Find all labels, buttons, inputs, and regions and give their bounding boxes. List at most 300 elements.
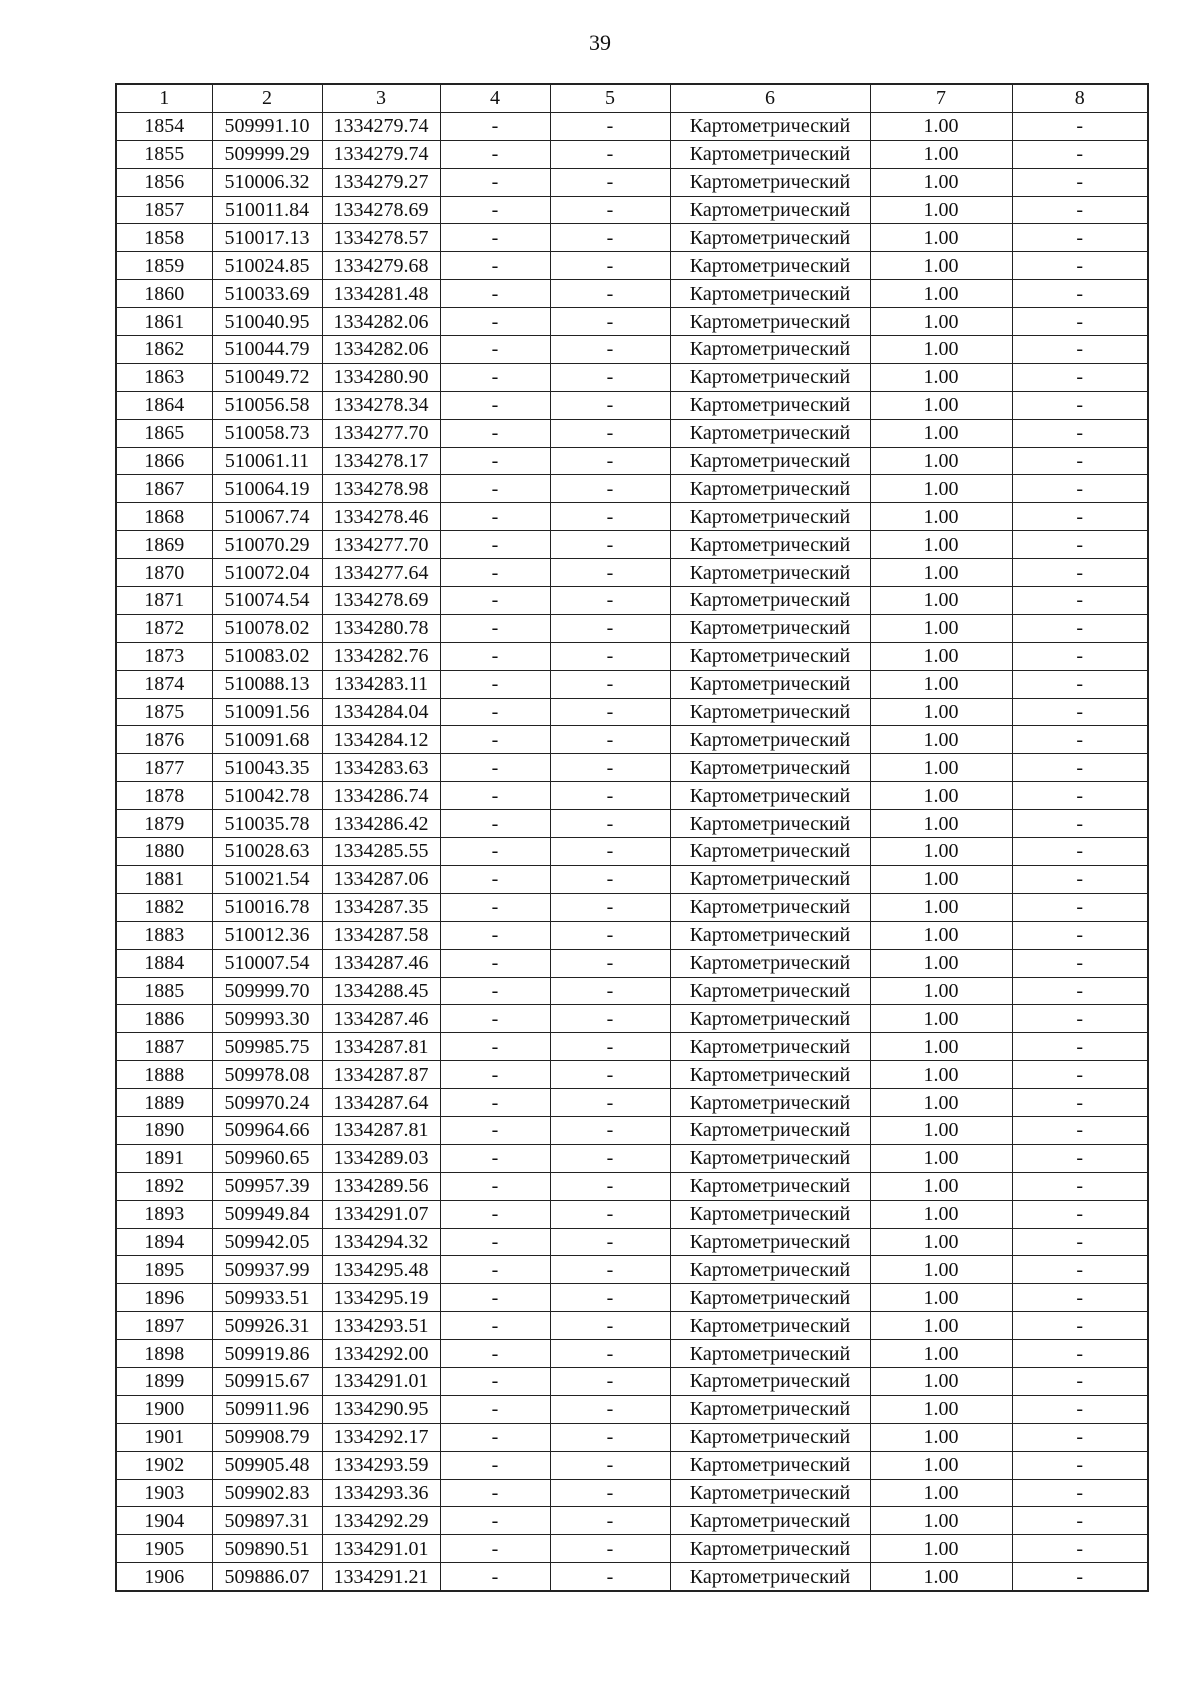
table-cell: -: [1012, 1340, 1148, 1368]
table-cell: 1334286.74: [322, 782, 440, 810]
table-row: [116, 1535, 1148, 1563]
table-cell: 1858: [116, 224, 212, 252]
table-cell: Картометрический: [670, 363, 870, 391]
table-cell: 509911.96: [212, 1395, 322, 1423]
table-cell: 1334291.01: [322, 1367, 440, 1395]
table-cell: 1879: [116, 810, 212, 838]
table-cell: 1.00: [870, 977, 1012, 1005]
table-row: [116, 280, 1148, 308]
table-cell: Картометрический: [670, 168, 870, 196]
table-cell: 510078.02: [212, 614, 322, 642]
table-cell: -: [550, 1367, 670, 1395]
table-cell: 1896: [116, 1284, 212, 1312]
table-row: [116, 363, 1148, 391]
table-cell: 1898: [116, 1340, 212, 1368]
table-cell: -: [1012, 810, 1148, 838]
table-cell: 1869: [116, 531, 212, 559]
table-cell: 510033.69: [212, 280, 322, 308]
table-cell: -: [1012, 1116, 1148, 1144]
table-cell: 1859: [116, 252, 212, 280]
table-cell: Картометрический: [670, 949, 870, 977]
table-row: [116, 391, 1148, 419]
table-cell: -: [1012, 587, 1148, 615]
table-cell: -: [550, 1507, 670, 1535]
table-cell: -: [1012, 391, 1148, 419]
table-cell: -: [1012, 642, 1148, 670]
table-cell: Картометрический: [670, 726, 870, 754]
table-cell: 1875: [116, 698, 212, 726]
table-row: [116, 140, 1148, 168]
table-cell: 1.00: [870, 224, 1012, 252]
table-cell: -: [1012, 614, 1148, 642]
table-cell: 1334279.74: [322, 112, 440, 140]
table-cell: Картометрический: [670, 559, 870, 587]
table-cell: 1334287.46: [322, 949, 440, 977]
table-cell: 1881: [116, 865, 212, 893]
table-cell: -: [1012, 1061, 1148, 1089]
table-cell: 1334287.81: [322, 1116, 440, 1144]
table-cell: -: [550, 224, 670, 252]
table-cell: -: [550, 559, 670, 587]
table-cell: -: [440, 1256, 550, 1284]
table-cell: -: [550, 1116, 670, 1144]
table-row: [116, 838, 1148, 866]
table-cell: -: [1012, 1005, 1148, 1033]
table-cell: 509993.30: [212, 1005, 322, 1033]
table-cell: 1895: [116, 1256, 212, 1284]
column-header: 1: [116, 84, 212, 112]
table-cell: 1.00: [870, 1367, 1012, 1395]
table-cell: 510056.58: [212, 391, 322, 419]
table-row: [116, 1172, 1148, 1200]
table-cell: 510091.56: [212, 698, 322, 726]
table-cell: -: [1012, 1284, 1148, 1312]
table-cell: 1857: [116, 196, 212, 224]
table-cell: 1882: [116, 893, 212, 921]
table-cell: -: [440, 1535, 550, 1563]
table-row: [116, 252, 1148, 280]
table-cell: -: [1012, 224, 1148, 252]
table-cell: 1863: [116, 363, 212, 391]
table-cell: -: [440, 782, 550, 810]
table-cell: -: [550, 1089, 670, 1117]
table-cell: 1.00: [870, 949, 1012, 977]
table-cell: -: [440, 447, 550, 475]
table-cell: 1.00: [870, 280, 1012, 308]
table-cell: 1.00: [870, 754, 1012, 782]
table-cell: -: [440, 391, 550, 419]
table-row: [116, 782, 1148, 810]
table-cell: 510072.04: [212, 559, 322, 587]
table-cell: 1334292.17: [322, 1423, 440, 1451]
table-cell: 1884: [116, 949, 212, 977]
table-cell: -: [1012, 1144, 1148, 1172]
table-cell: -: [440, 1507, 550, 1535]
table-cell: 1901: [116, 1423, 212, 1451]
table-cell: -: [550, 475, 670, 503]
table-cell: -: [440, 1061, 550, 1089]
table-row: [116, 1395, 1148, 1423]
table-row: [116, 921, 1148, 949]
table-cell: 1.00: [870, 252, 1012, 280]
table-cell: 1334283.63: [322, 754, 440, 782]
table-row: [116, 475, 1148, 503]
table-cell: 1334287.58: [322, 921, 440, 949]
table-cell: -: [550, 503, 670, 531]
table-cell: 1334278.69: [322, 196, 440, 224]
table-cell: -: [440, 642, 550, 670]
table-cell: 1894: [116, 1228, 212, 1256]
table-cell: -: [550, 1200, 670, 1228]
table-cell: -: [1012, 1367, 1148, 1395]
table-cell: -: [440, 475, 550, 503]
table-cell: 510088.13: [212, 670, 322, 698]
table-cell: Картометрический: [670, 1367, 870, 1395]
table-cell: -: [440, 1451, 550, 1479]
table-cell: -: [1012, 726, 1148, 754]
table-cell: Картометрический: [670, 754, 870, 782]
table-cell: 1334287.06: [322, 865, 440, 893]
table-cell: -: [550, 112, 670, 140]
table-cell: -: [1012, 893, 1148, 921]
table-cell: 1334278.98: [322, 475, 440, 503]
table-cell: Картометрический: [670, 1061, 870, 1089]
table-cell: 1.00: [870, 1507, 1012, 1535]
table-cell: Картометрический: [670, 1116, 870, 1144]
table-cell: 1334287.81: [322, 1033, 440, 1061]
table-cell: 1334286.42: [322, 810, 440, 838]
table-cell: 1.00: [870, 1535, 1012, 1563]
table-cell: 1334295.19: [322, 1284, 440, 1312]
column-header: 2: [212, 84, 322, 112]
table-cell: -: [1012, 252, 1148, 280]
table-cell: 1334294.32: [322, 1228, 440, 1256]
table-cell: 510049.72: [212, 363, 322, 391]
table-cell: -: [440, 614, 550, 642]
table-row: [116, 1200, 1148, 1228]
table-cell: 1.00: [870, 447, 1012, 475]
table-cell: -: [440, 363, 550, 391]
table-cell: -: [1012, 1423, 1148, 1451]
table-cell: -: [1012, 1535, 1148, 1563]
table-cell: -: [550, 614, 670, 642]
column-header: 3: [322, 84, 440, 112]
table-cell: -: [440, 838, 550, 866]
table-row: [116, 1061, 1148, 1089]
table-cell: 1334282.06: [322, 336, 440, 364]
table-cell: 1334290.95: [322, 1395, 440, 1423]
table-cell: 509926.31: [212, 1312, 322, 1340]
table-cell: -: [550, 1451, 670, 1479]
table-cell: 1334289.56: [322, 1172, 440, 1200]
table-cell: 509908.79: [212, 1423, 322, 1451]
table-cell: -: [550, 587, 670, 615]
table-cell: 510035.78: [212, 810, 322, 838]
table-cell: 1.00: [870, 308, 1012, 336]
table-cell: 509970.24: [212, 1089, 322, 1117]
table-cell: 1883: [116, 921, 212, 949]
table-cell: Картометрический: [670, 782, 870, 810]
table-cell: 1878: [116, 782, 212, 810]
table-cell: -: [1012, 559, 1148, 587]
table-cell: Картометрический: [670, 838, 870, 866]
table-cell: -: [1012, 1451, 1148, 1479]
table-cell: -: [550, 921, 670, 949]
table-cell: -: [440, 112, 550, 140]
table-cell: 1.00: [870, 475, 1012, 503]
table-cell: -: [550, 726, 670, 754]
table-cell: 1334277.70: [322, 531, 440, 559]
table-cell: Картометрический: [670, 893, 870, 921]
table-cell: 1904: [116, 1507, 212, 1535]
table-cell: Картометрический: [670, 1200, 870, 1228]
table-cell: 1.00: [870, 1144, 1012, 1172]
table-cell: 1905: [116, 1535, 212, 1563]
table-cell: 1897: [116, 1312, 212, 1340]
table-row: [116, 503, 1148, 531]
table-cell: -: [1012, 447, 1148, 475]
table-cell: -: [440, 670, 550, 698]
table-cell: 1334293.36: [322, 1479, 440, 1507]
table-row: [116, 1563, 1148, 1591]
table-header-row: [116, 84, 1148, 112]
table-cell: 510021.54: [212, 865, 322, 893]
table-cell: 1334287.46: [322, 1005, 440, 1033]
table-row: [116, 419, 1148, 447]
table-cell: -: [440, 308, 550, 336]
table-cell: 1334285.55: [322, 838, 440, 866]
table-cell: -: [1012, 112, 1148, 140]
table-cell: 1.00: [870, 782, 1012, 810]
table-cell: -: [1012, 308, 1148, 336]
table-cell: 1334277.64: [322, 559, 440, 587]
table-cell: 1334284.04: [322, 698, 440, 726]
table-cell: 1.00: [870, 140, 1012, 168]
table-cell: -: [1012, 865, 1148, 893]
table-cell: Картометрический: [670, 1340, 870, 1368]
table-cell: 510070.29: [212, 531, 322, 559]
table-cell: -: [440, 559, 550, 587]
table-cell: -: [440, 921, 550, 949]
table-cell: -: [550, 893, 670, 921]
table-cell: 1886: [116, 1005, 212, 1033]
table-row: [116, 977, 1148, 1005]
table-cell: -: [1012, 1172, 1148, 1200]
table-row: [116, 754, 1148, 782]
table-cell: 1334283.11: [322, 670, 440, 698]
table-cell: Картометрический: [670, 308, 870, 336]
table-cell: 1334291.01: [322, 1535, 440, 1563]
table-cell: 1334295.48: [322, 1256, 440, 1284]
table-cell: 1890: [116, 1116, 212, 1144]
table-cell: 1.00: [870, 1172, 1012, 1200]
table-cell: 1334287.35: [322, 893, 440, 921]
table-cell: 510042.78: [212, 782, 322, 810]
table-cell: -: [440, 1312, 550, 1340]
table-cell: -: [440, 503, 550, 531]
table-cell: Картометрический: [670, 419, 870, 447]
table-cell: Картометрический: [670, 475, 870, 503]
table-cell: -: [1012, 754, 1148, 782]
table-cell: -: [1012, 1228, 1148, 1256]
table-cell: -: [1012, 1256, 1148, 1284]
table-cell: Картометрический: [670, 1256, 870, 1284]
page-number: 39: [589, 30, 611, 55]
table-cell: -: [550, 1228, 670, 1256]
table-cell: 1889: [116, 1089, 212, 1117]
table-row: [116, 614, 1148, 642]
table-cell: -: [1012, 921, 1148, 949]
table-cell: -: [550, 754, 670, 782]
table-cell: 1.00: [870, 1228, 1012, 1256]
table-cell: Картометрический: [670, 977, 870, 1005]
table-cell: Картометрический: [670, 642, 870, 670]
table-cell: Картометрический: [670, 921, 870, 949]
table-cell: -: [440, 280, 550, 308]
table-cell: 510044.79: [212, 336, 322, 364]
table-row: [116, 1005, 1148, 1033]
table-cell: Картометрический: [670, 1284, 870, 1312]
table-cell: 1334280.78: [322, 614, 440, 642]
table-cell: -: [440, 1200, 550, 1228]
table-row: [116, 1312, 1148, 1340]
table-cell: 1334277.70: [322, 419, 440, 447]
table-row: [116, 168, 1148, 196]
table-cell: Картометрический: [670, 1423, 870, 1451]
table-cell: -: [550, 1312, 670, 1340]
coordinates-table: [115, 83, 1149, 1592]
table-cell: -: [1012, 280, 1148, 308]
table-cell: 1866: [116, 447, 212, 475]
table-cell: 1.00: [870, 1284, 1012, 1312]
table-cell: 1334291.21: [322, 1563, 440, 1591]
table-row: [116, 1423, 1148, 1451]
table-cell: 509964.66: [212, 1116, 322, 1144]
table-cell: 1.00: [870, 391, 1012, 419]
table-cell: -: [550, 308, 670, 336]
table-cell: 1.00: [870, 336, 1012, 364]
table-cell: 1.00: [870, 503, 1012, 531]
table-cell: 510043.35: [212, 754, 322, 782]
table-cell: 1.00: [870, 531, 1012, 559]
table-cell: 1.00: [870, 810, 1012, 838]
table-cell: -: [440, 1423, 550, 1451]
table-cell: 1334287.87: [322, 1061, 440, 1089]
table-cell: 510091.68: [212, 726, 322, 754]
table-cell: -: [1012, 1033, 1148, 1061]
table-cell: -: [440, 1340, 550, 1368]
table-cell: -: [1012, 475, 1148, 503]
table-cell: 1876: [116, 726, 212, 754]
table-cell: 1.00: [870, 838, 1012, 866]
table-cell: -: [550, 1144, 670, 1172]
table-cell: 1.00: [870, 1033, 1012, 1061]
table-cell: -: [550, 810, 670, 838]
column-header: 6: [670, 84, 870, 112]
table-cell: -: [1012, 196, 1148, 224]
table-cell: Картометрический: [670, 1507, 870, 1535]
table-cell: 509897.31: [212, 1507, 322, 1535]
table-row: [116, 865, 1148, 893]
table-cell: -: [440, 140, 550, 168]
table-cell: -: [1012, 419, 1148, 447]
table-cell: 1334292.29: [322, 1507, 440, 1535]
table-body: [116, 112, 1148, 1591]
table-cell: 510007.54: [212, 949, 322, 977]
table-row: [116, 1144, 1148, 1172]
table-cell: 1.00: [870, 893, 1012, 921]
table-cell: Картометрический: [670, 1005, 870, 1033]
table-cell: 1334291.07: [322, 1200, 440, 1228]
table-cell: -: [550, 1395, 670, 1423]
table-cell: -: [440, 698, 550, 726]
table-cell: -: [1012, 503, 1148, 531]
table-cell: 1860: [116, 280, 212, 308]
table-cell: -: [440, 587, 550, 615]
table-cell: Картометрический: [670, 1033, 870, 1061]
table-cell: 1870: [116, 559, 212, 587]
table-cell: 510061.11: [212, 447, 322, 475]
table-row: [116, 949, 1148, 977]
table-cell: -: [1012, 1479, 1148, 1507]
table-cell: 1334279.27: [322, 168, 440, 196]
table-cell: -: [440, 1395, 550, 1423]
table-row: [116, 1340, 1148, 1368]
table-cell: -: [440, 196, 550, 224]
table-row: [116, 1284, 1148, 1312]
table-cell: -: [550, 698, 670, 726]
table-cell: 1903: [116, 1479, 212, 1507]
table-row: [116, 308, 1148, 336]
table-cell: -: [440, 336, 550, 364]
table-cell: 510012.36: [212, 921, 322, 949]
table-cell: Картометрический: [670, 447, 870, 475]
table-cell: -: [550, 1033, 670, 1061]
table-cell: -: [1012, 838, 1148, 866]
table-cell: Картометрический: [670, 1395, 870, 1423]
table-cell: 1.00: [870, 1061, 1012, 1089]
table-row: [116, 559, 1148, 587]
table-row: [116, 531, 1148, 559]
table-cell: -: [440, 1089, 550, 1117]
table-cell: 509937.99: [212, 1256, 322, 1284]
table-cell: -: [1012, 140, 1148, 168]
table-cell: -: [1012, 977, 1148, 1005]
table-cell: 1.00: [870, 1340, 1012, 1368]
table-cell: -: [440, 726, 550, 754]
table-cell: -: [440, 1172, 550, 1200]
table-cell: 1867: [116, 475, 212, 503]
table-cell: -: [440, 252, 550, 280]
table-cell: 1334293.59: [322, 1451, 440, 1479]
table-cell: Картометрический: [670, 252, 870, 280]
table-cell: 509942.05: [212, 1228, 322, 1256]
table-cell: 510017.13: [212, 224, 322, 252]
table-cell: 1.00: [870, 112, 1012, 140]
table-cell: 1873: [116, 642, 212, 670]
table-cell: 1.00: [870, 1005, 1012, 1033]
table-cell: 510067.74: [212, 503, 322, 531]
table-cell: Картометрический: [670, 196, 870, 224]
table-cell: 1865: [116, 419, 212, 447]
table-cell: Картометрический: [670, 280, 870, 308]
table-cell: 1334282.76: [322, 642, 440, 670]
table-cell: 510058.73: [212, 419, 322, 447]
table-cell: Картометрический: [670, 1172, 870, 1200]
table-cell: Картометрический: [670, 1144, 870, 1172]
table-cell: -: [440, 865, 550, 893]
table-cell: 509949.84: [212, 1200, 322, 1228]
